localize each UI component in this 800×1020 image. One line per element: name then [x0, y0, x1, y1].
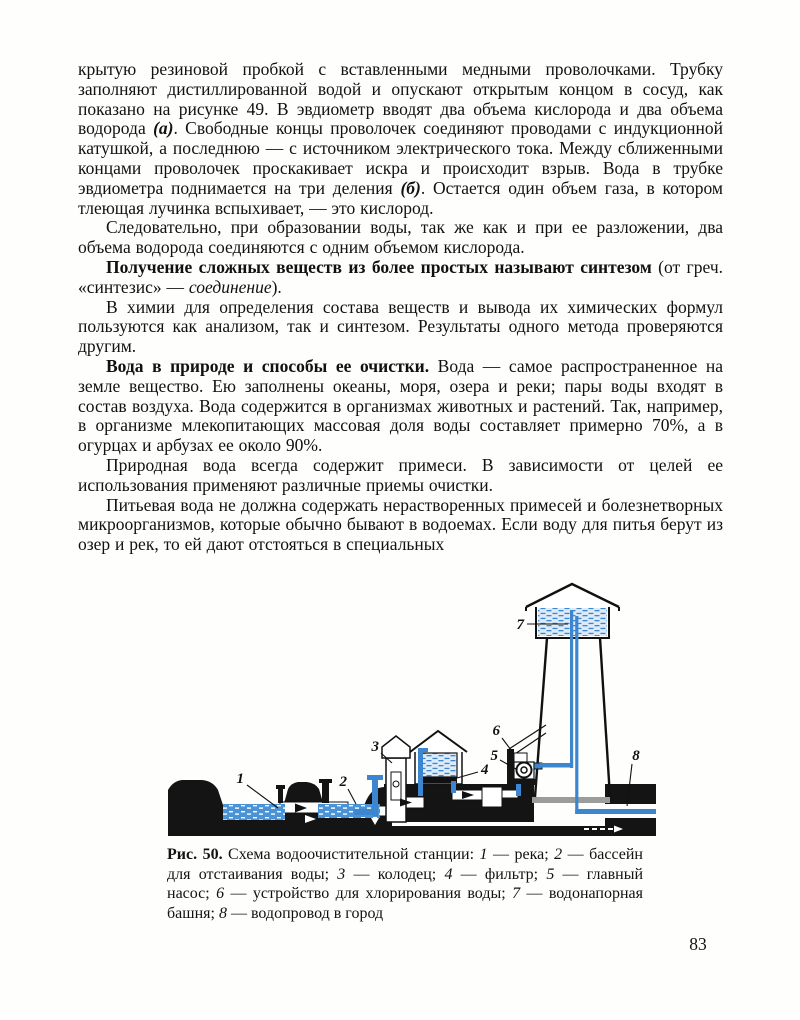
paragraph [78, 298, 723, 357]
figure-label-3: 3 [371, 739, 379, 755]
text-run: — колодец; [345, 865, 445, 883]
figure-label-2: 2 [339, 774, 347, 790]
water-station-schematic [168, 582, 656, 844]
text-run: В химии для определения состава веществ и вывода их химических формул пользуются как анализом, так и синтезом. Результаты одного метода проверяются другим. [78, 296, 723, 357]
text-run: Питьевая вода не должна содержать нерастворенных примесей и болезнетворных микроорганизмов, которые обычно бывают в водоемах. Если воду для питья берут из озер и рек, то ей дают отстояться в специальных [78, 494, 723, 555]
tower-supply-pipe [575, 616, 578, 814]
text-run: (а) [153, 118, 174, 139]
figure-label-5: 5 [490, 748, 498, 764]
figure-label-7: 7 [516, 617, 524, 633]
text-run: (б) [400, 177, 421, 198]
paragraph [78, 357, 723, 456]
paragraph [78, 496, 723, 555]
page-number: 83 [689, 934, 707, 954]
text-run: — водопровод в город [226, 905, 384, 923]
figure-label-1: 1 [236, 771, 244, 787]
body-text [78, 60, 723, 555]
text-run: Следовательно, при образовании воды, так же как и при ее разложении, два объема водорода соединяются с одним объемом кислорода. [78, 217, 723, 258]
text-run: . Остается один объем газа, в котором тлеющая лучинка вспыхивает, — это кислород. [78, 177, 723, 218]
text-run: 4 [444, 865, 453, 883]
text-run: — фильтр; [452, 865, 547, 883]
ground-line-under-tower [532, 797, 610, 803]
text-run: 8 [218, 905, 227, 923]
figure-caption [167, 845, 643, 924]
filter-inlet-riser [418, 748, 423, 796]
text-run: 6 [216, 885, 225, 903]
tower-fill-pipe [570, 610, 573, 768]
city-pipe [575, 809, 656, 814]
figure-label-6: 6 [492, 723, 500, 739]
text-run: Схема водоочистительной станции: [222, 846, 480, 863]
pipe-junction-to-pump [502, 790, 518, 798]
pump-riser [516, 784, 521, 796]
pump-to-tower-pipe [540, 763, 573, 768]
text-run: — бассейн для отстаивания воды; [167, 846, 643, 883]
text-run: 5 [546, 865, 555, 883]
text-run: 3 [337, 865, 346, 883]
text-run: Вода в природе и способы ее очистки. [106, 355, 430, 376]
filter-outlet [451, 781, 456, 793]
text-run: ). [271, 276, 282, 297]
figure-label-8: 8 [632, 748, 640, 764]
text-run: крытую резиновой пробкой с вставленными медными проволочками. Трубку заполняют дистиллированной водой и опускают открытым концом в сосуд, как показано на рисунке 49. В эвдиометр вводят два объема кислорода и два объема водорода [78, 59, 723, 139]
tower-roof [526, 584, 619, 607]
paragraph [78, 60, 723, 218]
paragraph [78, 218, 723, 258]
text-run: 1 [479, 846, 488, 863]
text-run: — главный насос; [167, 865, 644, 903]
text-run: — водонапорная башня; [167, 885, 643, 923]
figure-label-4: 4 [481, 762, 489, 778]
text-run: Природная вода всегда содержит примеси. В зависимости от целей ее использования применяют различные приемы очистки. [78, 454, 723, 495]
text-run: 7 [512, 885, 521, 903]
paragraph [78, 456, 723, 496]
junction-box [482, 787, 502, 807]
text-run: Получение сложных веществ из более простых называют синтезом [106, 256, 652, 277]
main-pump [512, 762, 537, 785]
text-run: Рис. 50. [167, 846, 223, 863]
well [382, 736, 410, 822]
text-run: — устройство для хлорирования воды; [224, 885, 513, 903]
text-run: Вода — самое распространенное на земле вещество. Ею заполнены океаны, моря, озера и реки; пары воды входят в состав воздуха. Вода содержится в организмах животных и растений. Так, например, в организме млекопитающих массовая доля воды составляет примерно 70%, а в огурцах и арбузах ее около 90%. [78, 355, 723, 456]
paragraph [78, 258, 723, 298]
text-run: соединение [188, 276, 272, 297]
text-run: — река; [487, 846, 555, 863]
text-run: 2 [554, 846, 563, 863]
filter-tank-water [420, 753, 457, 777]
text-run: (от греч. «синтезис» — [78, 256, 723, 297]
text-run: . Свободные концы проволочек соединяют проводами с индукционной катушкой, а последнюю — с источником электрического тока. Между сближенными концами проволочек проскакивает искра и происходит взрыв. Вода в трубке эвдиометра поднимается на три деления [78, 118, 723, 198]
figure-50-water-station-diagram [168, 582, 656, 844]
